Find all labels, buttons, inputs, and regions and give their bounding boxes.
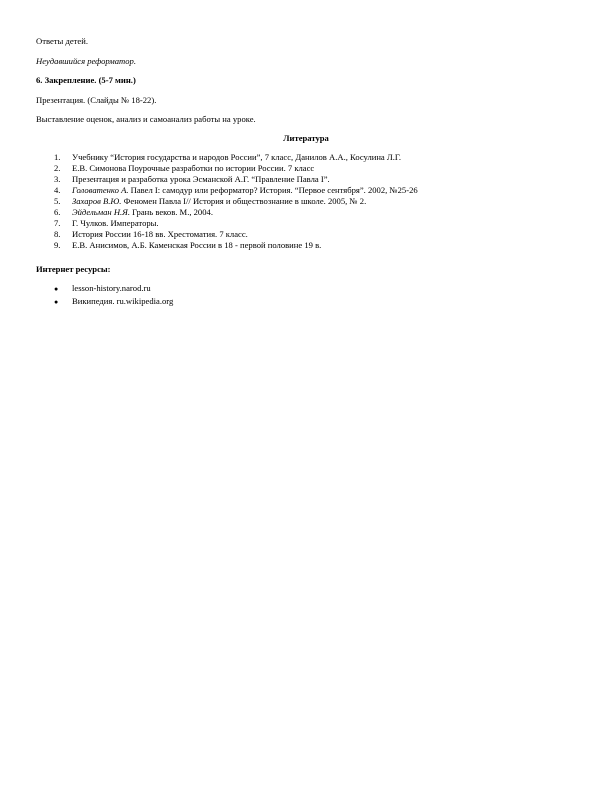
literature-item xyxy=(54,185,418,196)
literature-item xyxy=(54,152,401,163)
section-6-heading: 6. Закрепление. (5-7 мин.) xyxy=(36,75,136,85)
item-author: Эйдельман Н.Я. xyxy=(72,207,130,217)
item-text: Феномен Павла I// История и обществознание в школе. 2005, № 2. xyxy=(121,196,367,206)
item-number: 9. xyxy=(54,240,61,250)
grading-line: Выставление оценок, анализ и самоанализ работы на уроке. xyxy=(36,114,256,124)
item-number: 1. xyxy=(54,152,61,162)
item-text: Грань веков. М., 2004. xyxy=(129,207,213,217)
resource-link[interactable]: Википедия. ru.wikipedia.org xyxy=(72,296,174,306)
literature-item xyxy=(54,218,159,229)
item-number: 5. xyxy=(54,196,61,206)
item-text: Г. Чулков. Императоры. xyxy=(72,218,159,228)
item-text: Учебнику “История государства и народов России”, 7 класс, Данилов А.А., Косулина Л.Г. xyxy=(72,152,402,162)
item-text: Презентация и разработка урока Эсманской А.Г. “Правление Павла I”. xyxy=(72,174,330,184)
item-text: Е.В. Анисимов, А.Б. Каменская России в 18 - первой половине 19 в. xyxy=(72,240,322,250)
bullet-icon: ● xyxy=(54,285,59,293)
item-number: 2. xyxy=(54,163,61,173)
literature-item xyxy=(54,163,314,174)
item-number: 7. xyxy=(54,218,61,228)
literature-item xyxy=(54,174,330,185)
literature-item xyxy=(54,229,248,240)
presentation-line: Презентация. (Слайды № 18-22). xyxy=(36,95,157,105)
failed-reformer-line: Неудавшийся реформатор. xyxy=(36,56,137,66)
resource-link[interactable]: lesson-history.narod.ru xyxy=(72,283,151,293)
item-text: История России 16-18 вв. Хрестоматия. 7 класс. xyxy=(72,229,248,239)
item-number: 6. xyxy=(54,207,61,217)
resource-item xyxy=(54,283,151,295)
answers-line: Ответы детей. xyxy=(36,36,88,46)
item-text: Е.В. Симонова Поурочные разработки по истории России. 7 класс xyxy=(72,163,315,173)
item-author: Головатенко А. xyxy=(72,185,129,195)
literature-item xyxy=(54,207,213,218)
item-text: Павел I: самодур или реформатор? История. “Первое сентября”. 2002, №25-26 xyxy=(128,185,418,195)
item-number: 3. xyxy=(54,174,61,184)
literature-heading: Литература xyxy=(283,133,329,143)
item-number: 4. xyxy=(54,185,61,195)
literature-item xyxy=(54,196,366,207)
item-author: Захаров В.Ю. xyxy=(72,196,122,206)
resource-item xyxy=(54,296,173,308)
internet-resources-heading: Интернет ресурсы: xyxy=(36,264,111,274)
bullet-icon: ● xyxy=(54,298,59,306)
literature-item xyxy=(54,240,321,251)
item-number: 8. xyxy=(54,229,61,239)
